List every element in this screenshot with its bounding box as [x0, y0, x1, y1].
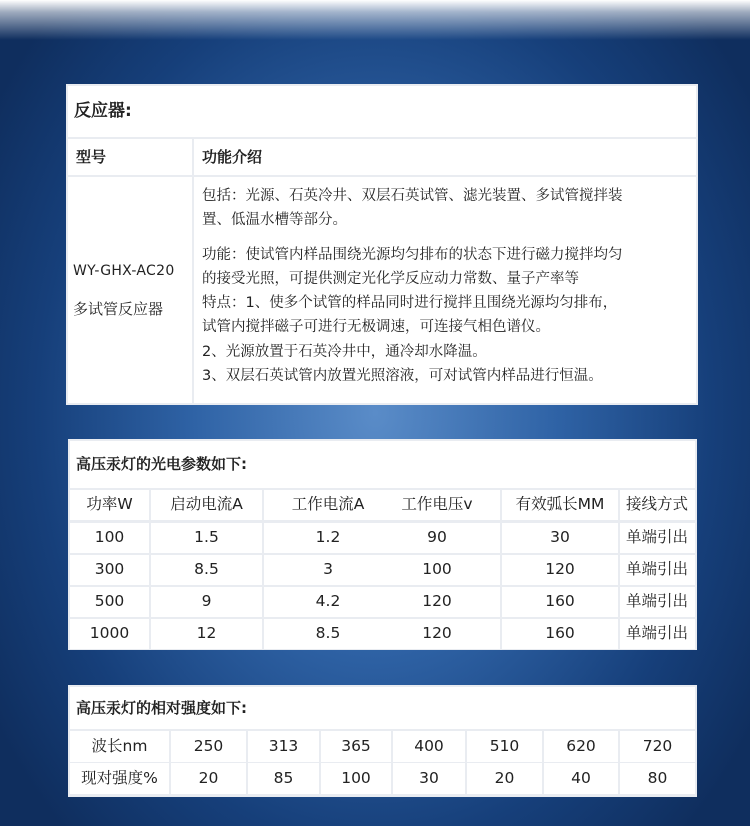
params-cell: 4.2: [264, 587, 392, 617]
params-header-cell: 接线方式: [620, 490, 695, 520]
intensity-cell: 20: [171, 763, 246, 794]
desc-line: 包括：光源、石英冷井、双层石英试管、滤光装置、多试管搅拌装: [202, 188, 623, 204]
params-cell: 单端引出: [620, 587, 695, 617]
header-function: 功能介绍: [194, 139, 696, 175]
params-cell: 1000: [70, 619, 149, 649]
intensity-cell: 波长nm: [70, 731, 169, 762]
lamp-intensity-title: 高压汞灯的相对强度如下:: [70, 687, 695, 729]
params-cell: 90: [374, 523, 500, 553]
intensity-cell: 40: [544, 763, 618, 794]
params-cell: 100: [70, 523, 149, 553]
params-cell: 3: [264, 555, 392, 585]
params-cell: 500: [70, 587, 149, 617]
intensity-cell: 100: [321, 763, 391, 794]
params-cell: 9: [151, 587, 262, 617]
model-name: 多试管反应器: [73, 299, 164, 318]
params-cell: 30: [502, 523, 618, 553]
desc-line: 功能：使试管内样品围绕光源均匀排布的状态下进行磁力搅拌均匀: [202, 246, 623, 263]
params-cell: 120: [374, 587, 500, 617]
intensity-cell: 720: [620, 731, 695, 762]
intensity-cell: 510: [467, 731, 542, 762]
model-cell: [68, 177, 192, 403]
desc-line: 的接受光照，可提供测定光化学反应动力常数、量子产率等: [202, 270, 579, 287]
reactor-panel: [66, 84, 698, 405]
intensity-cell: 620: [544, 731, 618, 762]
intensity-cell: 85: [248, 763, 319, 794]
params-cell: 100: [374, 555, 500, 585]
desc-line: 3、双层石英试管内放置光照溶液，可对试管内样品进行恒温。: [202, 368, 603, 385]
desc-line: 试管内搅拌磁子可进行无极调速，可连接气相色谱仪。: [202, 319, 550, 336]
intensity-cell: 365: [321, 731, 391, 762]
desc-line: 特点：1、使多个试管的样品同时进行搅拌且围绕光源均匀排布，: [202, 295, 618, 312]
params-header-cell: 功率W: [70, 490, 149, 520]
params-cell: 8.5: [151, 555, 262, 585]
params-header-cell: 工作电流A: [264, 490, 392, 520]
reactor-title: 反应器:: [68, 86, 696, 137]
intensity-cell: 80: [620, 763, 695, 794]
intensity-cell: 30: [393, 763, 465, 794]
function-description: [194, 177, 696, 403]
intensity-cell: 20: [467, 763, 542, 794]
params-header-cell: 工作电压v: [374, 490, 500, 520]
lamp-params-panel: [68, 439, 697, 650]
desc-line: 置、低温水槽等部分。: [202, 212, 347, 229]
params-cell: 160: [502, 587, 618, 617]
params-cell: 160: [502, 619, 618, 649]
params-cell: 12: [151, 619, 262, 649]
intensity-cell: 250: [171, 731, 246, 762]
params-cell: 1.2: [264, 523, 392, 553]
params-cell: 单端引出: [620, 523, 695, 553]
params-cell: 8.5: [264, 619, 392, 649]
params-cell: 300: [70, 555, 149, 585]
lamp-intensity-panel: [68, 685, 697, 797]
intensity-cell: 313: [248, 731, 319, 762]
params-header-cell: 有效弧长MM: [502, 490, 618, 520]
desc-line: 2、光源放置于石英冷井中，通冷却水降温。: [202, 343, 487, 360]
params-cell: 120: [374, 619, 500, 649]
params-cell: 1.5: [151, 523, 262, 553]
lamp-params-title: 高压汞灯的光电参数如下:: [70, 441, 695, 488]
model-code: WY-GHX-AC20: [73, 262, 175, 279]
params-cell: 单端引出: [620, 555, 695, 585]
params-header-cell: 启动电流A: [151, 490, 262, 520]
header-model: 型号: [68, 139, 192, 175]
top-fade: [0, 0, 750, 40]
params-cell: 120: [502, 555, 618, 585]
params-cell: 单端引出: [620, 619, 695, 649]
intensity-cell: 现对强度%: [70, 763, 169, 794]
intensity-cell: 400: [393, 731, 465, 762]
